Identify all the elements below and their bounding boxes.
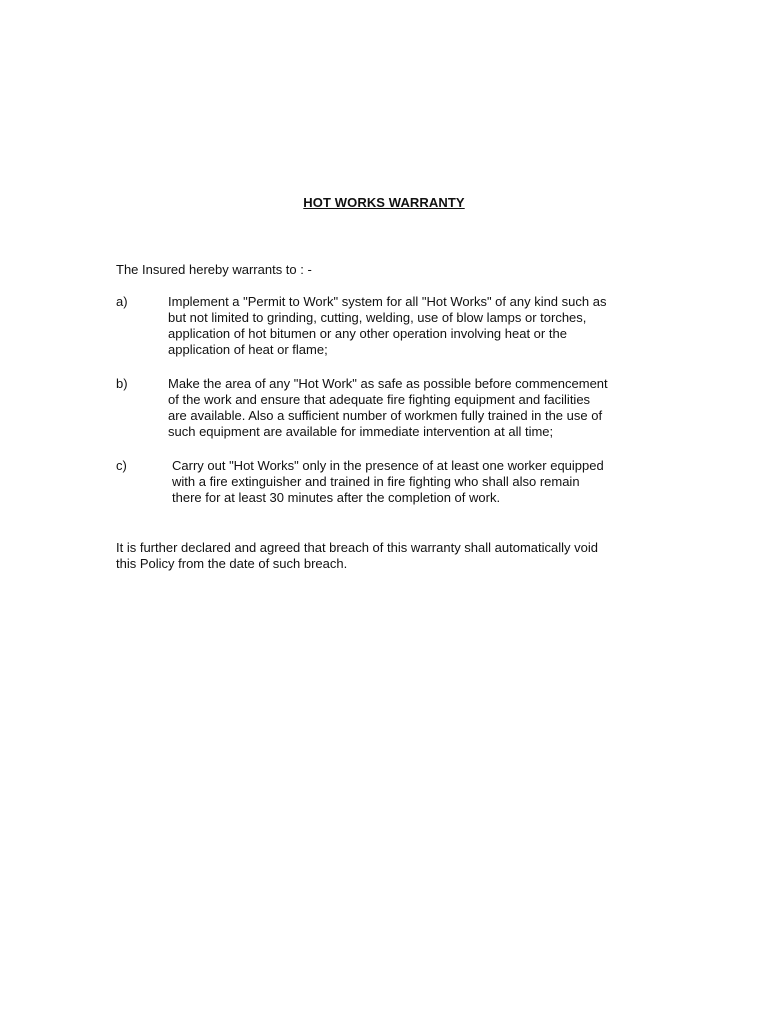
item-line: Carry out "Hot Works" only in the presence of at least one worker equipped (172, 458, 604, 473)
item-text (168, 376, 668, 440)
item-marker: c) (116, 458, 127, 473)
closing-line: It is further declared and agreed that breach of this warranty shall automatically void (116, 540, 598, 555)
intro-text: The Insured hereby warrants to : - (116, 262, 312, 277)
item-text (172, 458, 672, 506)
item-line: are available. Also a sufficient number of workmen fully trained in the use of (168, 408, 603, 423)
item-line: Implement a "Permit to Work" system for all "Hot Works" of any kind such as (168, 294, 607, 309)
closing-line: this Policy from the date of such breach. (116, 556, 348, 571)
document-title: HOT WORKS WARRANTY (303, 195, 465, 210)
item-text (168, 294, 668, 358)
item-line: there for at least 30 minutes after the completion of work. (172, 490, 501, 505)
item-line: Make the area of any "Hot Work" as safe as possible before commencement (168, 376, 608, 391)
item-marker: a) (116, 294, 128, 309)
item-line: application of hot bitumen or any other operation involving heat or the (168, 326, 567, 341)
item-line: such equipment are available for immediate intervention at all time; (168, 424, 554, 439)
item-line: of the work and ensure that adequate fire fighting equipment and facilities (168, 392, 591, 407)
item-line: but not limited to grinding, cutting, welding, use of blow lamps or torches, (168, 310, 587, 325)
item-line: with a fire extinguisher and trained in fire fighting who shall also remain (172, 474, 580, 489)
item-line: application of heat or flame; (168, 342, 328, 357)
closing-paragraph (116, 540, 656, 572)
item-marker: b) (116, 376, 128, 391)
